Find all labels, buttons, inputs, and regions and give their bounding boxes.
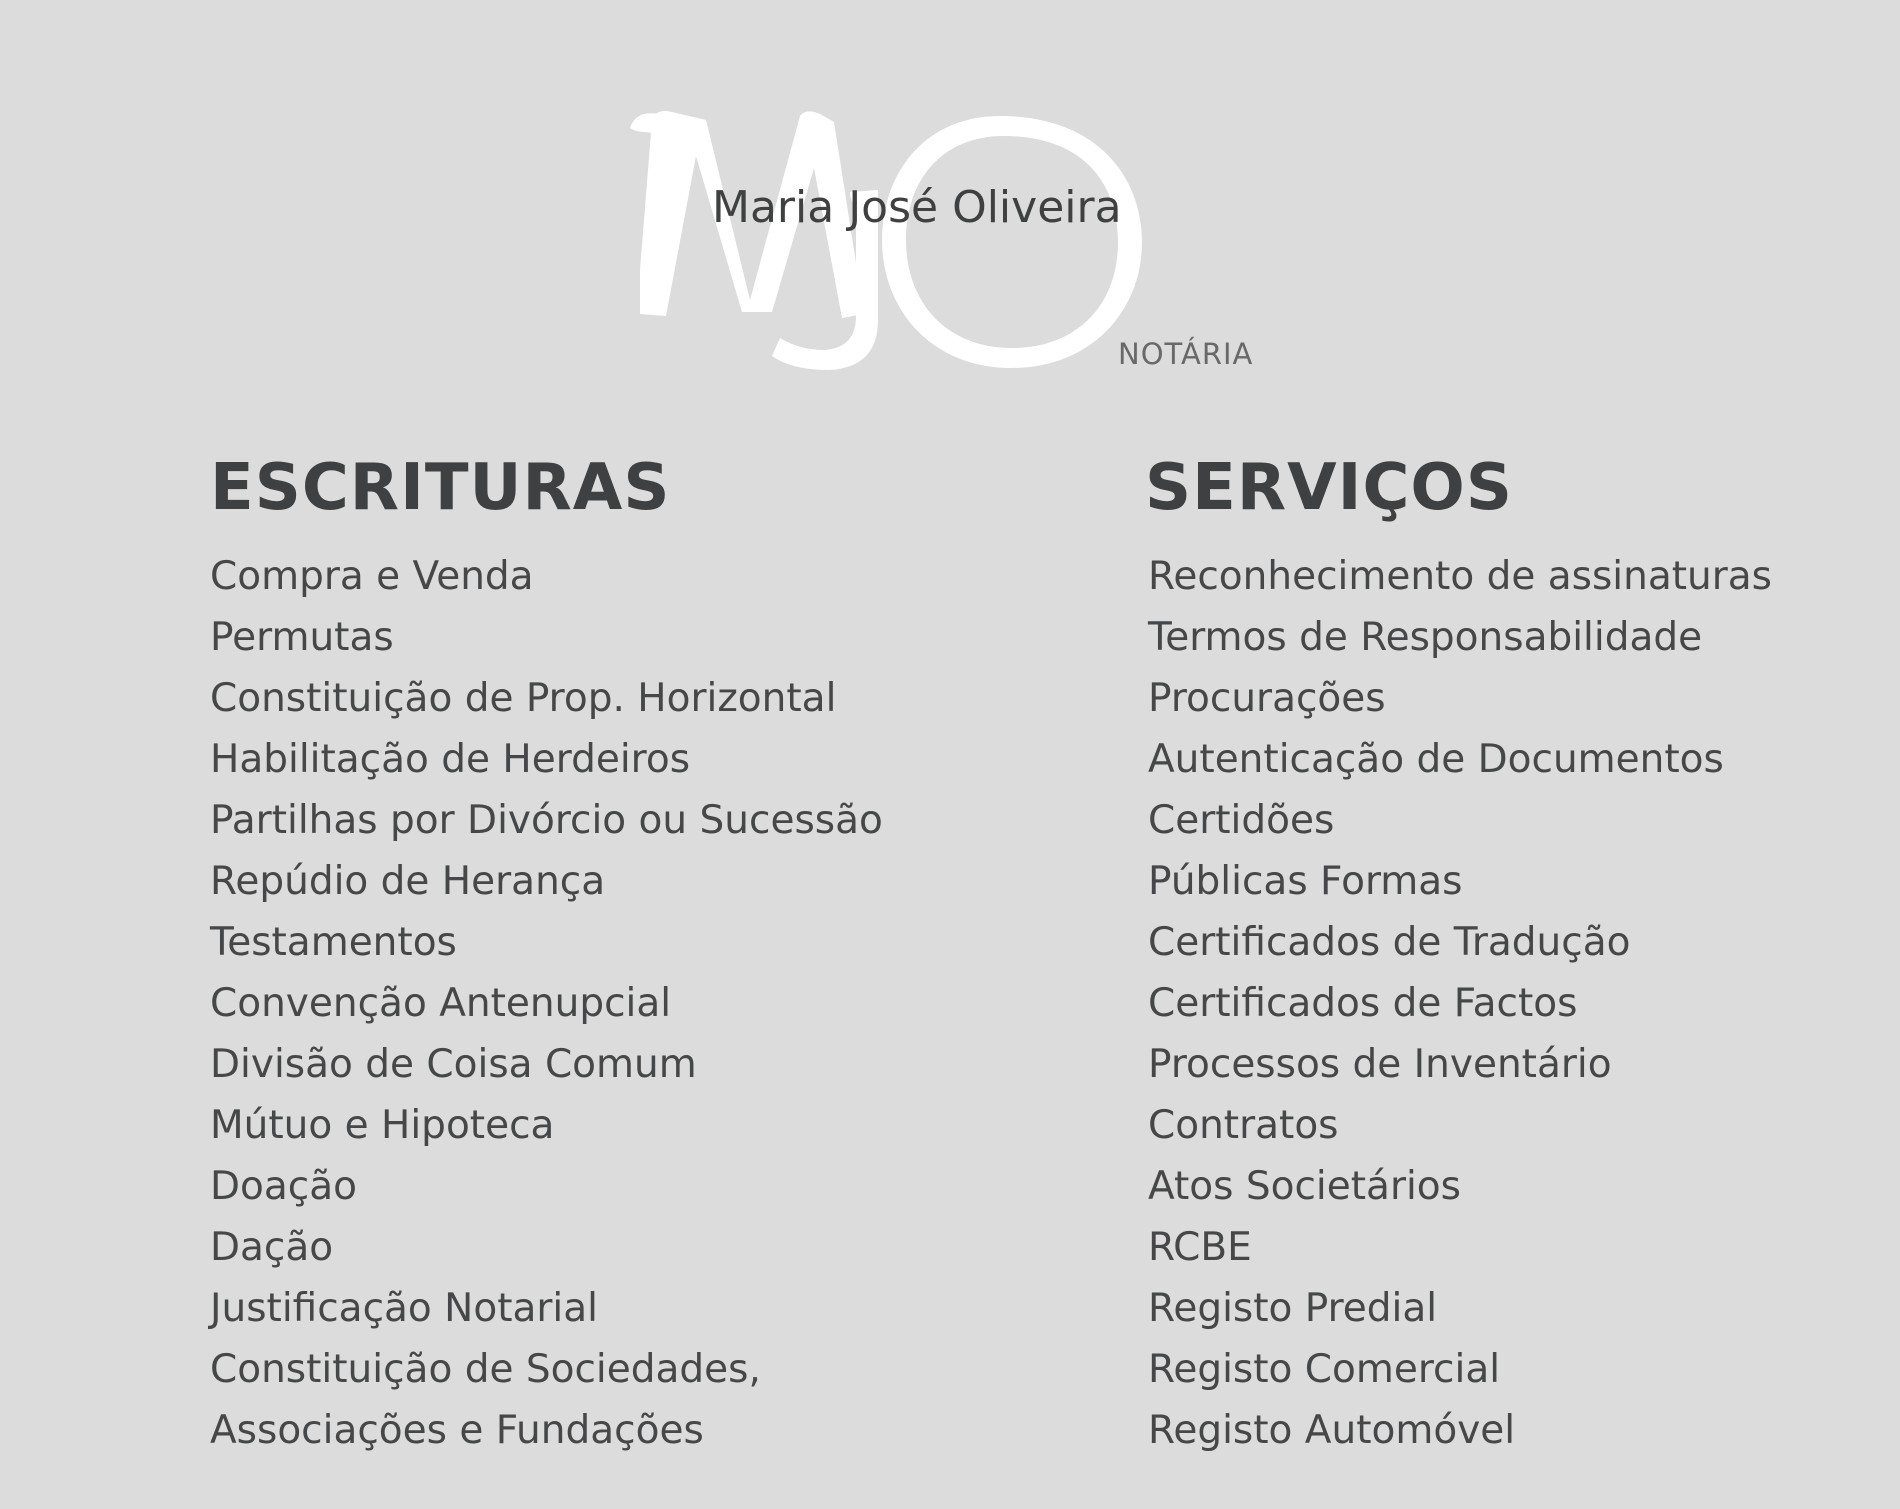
list-item: Certificados de Factos — [1148, 981, 1578, 1026]
list-item: Testamentos — [210, 920, 457, 965]
list-item: Habilitação de Herdeiros — [210, 737, 691, 782]
escrituras-title: ESCRITURAS — [210, 451, 671, 525]
list-item: Justificação Notarial — [210, 1286, 599, 1331]
list-item: Associações e Fundações — [210, 1408, 704, 1453]
list-item: Compra e Venda — [210, 554, 534, 599]
logo — [600, 70, 1300, 390]
list-item: Autenticação de Documentos — [1148, 737, 1724, 782]
list-item: Permutas — [210, 615, 394, 660]
list-item: Mútuo e Hipoteca — [210, 1103, 555, 1148]
list-item: Atos Societários — [1148, 1164, 1461, 1209]
list-item: Contratos — [1148, 1103, 1339, 1148]
list-item: Processos de Inventário — [1148, 1042, 1612, 1087]
servicos-title: SERVIÇOS — [1145, 451, 1513, 525]
list-item: RCBE — [1148, 1225, 1252, 1270]
list-item: Reconhecimento de assinaturas — [1148, 554, 1772, 599]
notary-role: NOTÁRIA — [1118, 337, 1254, 371]
escrituras-list — [210, 546, 1030, 1461]
list-item: Constituição de Prop. Horizontal — [210, 676, 837, 721]
list-item: Públicas Formas — [1148, 859, 1463, 904]
list-item: Constituição de Sociedades, — [210, 1347, 761, 1392]
list-item: Registo Predial — [1148, 1286, 1438, 1331]
list-item: Registo Comercial — [1148, 1347, 1501, 1392]
list-item: Convenção Antenupcial — [210, 981, 672, 1026]
list-item: Repúdio de Herança — [210, 859, 606, 904]
list-item: Registo Automóvel — [1148, 1408, 1516, 1453]
list-item: Doação — [210, 1164, 357, 1209]
list-item: Divisão de Coisa Comum — [210, 1042, 697, 1087]
servicos-section — [1145, 450, 1888, 1461]
list-item: Certificados de Tradução — [1148, 920, 1631, 965]
list-item: Certidões — [1148, 798, 1335, 843]
list-item: Partilhas por Divórcio ou Sucessão — [210, 798, 883, 843]
list-item: Dação — [210, 1225, 334, 1270]
escrituras-section — [210, 450, 1030, 1461]
list-item: Termos de Responsabilidade — [1148, 615, 1703, 660]
list-item: Procurações — [1148, 676, 1386, 721]
servicos-list — [1148, 546, 1888, 1461]
notary-name: Maria José Oliveira — [712, 182, 1122, 233]
